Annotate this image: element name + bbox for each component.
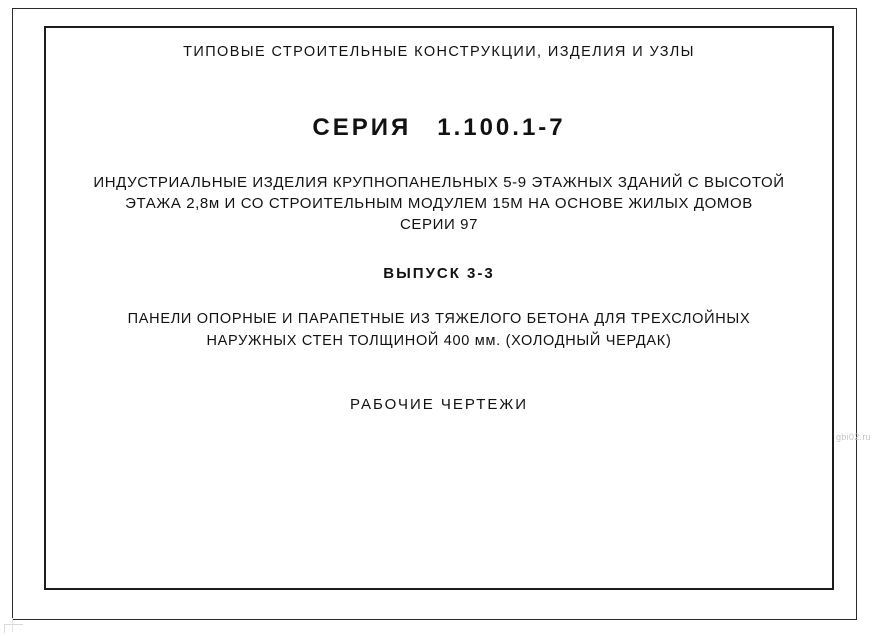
subject-block xyxy=(56,308,822,352)
series-heading xyxy=(56,114,822,142)
series-label: СЕРИЯ xyxy=(312,114,412,141)
document-category-heading: ТИПОВЫЕ СТРОИТЕЛЬНЫЕ КОНСТРУКЦИИ, ИЗДЕЛИЯ И УЗЛЫ xyxy=(183,44,695,60)
subject-line-2: НАРУЖНЫХ СТЕН ТОЛЩИНОЙ 400 мм. (ХОЛОДНЫЙ ЧЕРДАК) xyxy=(206,333,672,349)
description-line-2: ЭТАЖА 2,8м И СО СТРОИТЕЛЬНЫМ МОДУЛЕМ 15М НА ОСНОВЕ ЖИЛЫХ ДОМОВ xyxy=(125,195,753,212)
issue-number: ВЫПУСК 3-3 xyxy=(383,265,495,282)
title-page-content xyxy=(56,30,822,413)
scan-edge-artifact-secondary xyxy=(2,618,13,632)
subject-line-1: ПАНЕЛИ ОПОРНЫЕ И ПАРАПЕТНЫЕ ИЗ ТЯЖЕЛОГО БЕТОНА ДЛЯ ТРЕХСЛОЙНЫХ xyxy=(127,311,751,327)
description-line-3: СЕРИИ 97 xyxy=(399,216,479,233)
description-block xyxy=(56,172,822,235)
description-line-1: ИНДУСТРИАЛЬНЫЕ ИЗДЕЛИЯ КРУПНОПАНЕЛЬНЫХ 5-9 ЭТАЖНЫХ ЗДАНИЙ С ВЫСОТОЙ xyxy=(93,174,785,191)
series-number: 1.100.1-7 xyxy=(437,114,566,141)
site-watermark: gbi02.ru xyxy=(836,432,871,442)
document-type: РАБОЧИЕ ЧЕРТЕЖИ xyxy=(349,396,529,413)
